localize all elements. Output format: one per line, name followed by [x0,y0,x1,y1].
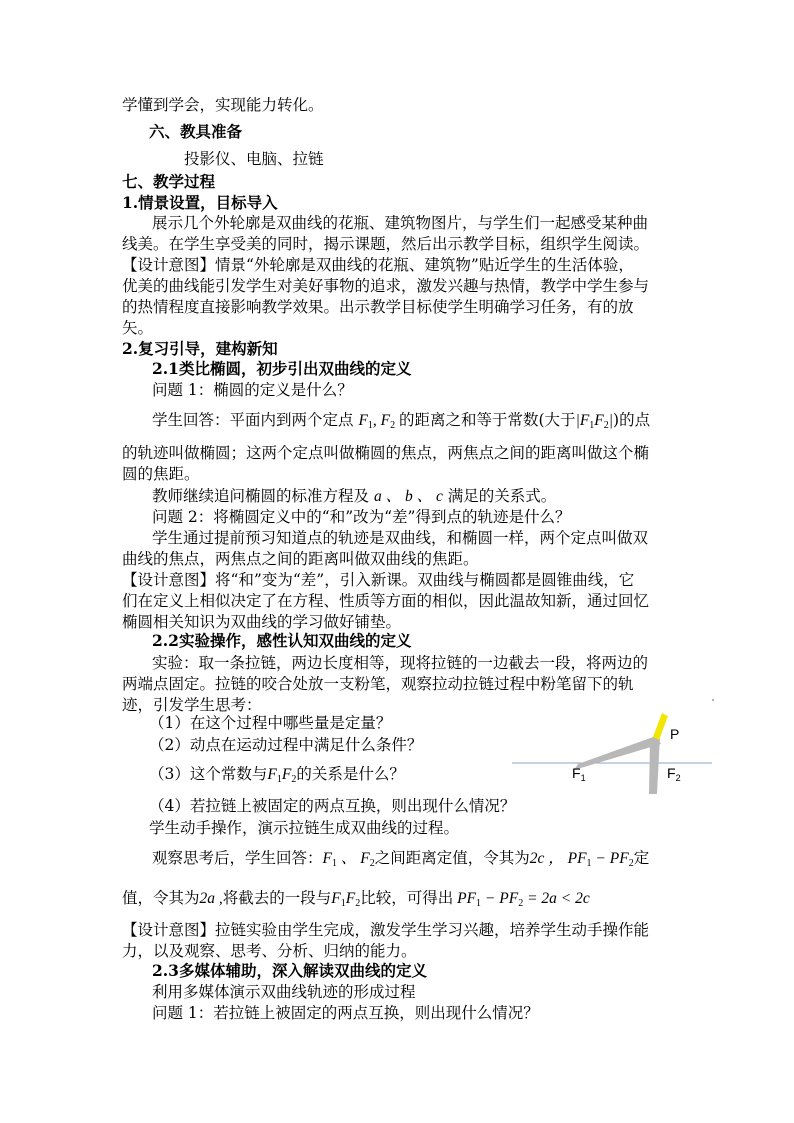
paragraph-line: 优美的曲线能引发学生对美好事物的追求，激发兴趣与热情，教学中学生参与 [122,277,650,295]
focus-f2-label: $F_2$ [667,765,681,783]
paragraph-line: 学生通过提前预习知道点的轨迹是双曲线，和椭圆一样，两个定点叫做双 [152,529,649,547]
paragraph-line: 两端点固定。拉链的咬合处放一支粉笔，观察拉动拉链过程中粉笔留下的轨 [122,675,634,693]
paragraph-line: 迹，引发学生思考： [122,696,262,714]
paragraph-line: 问题 2：将椭圆定义中的“和”改为“差”得到点的轨迹是什么？ [152,508,571,526]
text-span: 之间距离定值，令其为 [374,849,530,867]
list-item [149,764,405,790]
formula: 2a , [199,890,223,907]
point-p-label: P [670,726,680,742]
text-span: 定 [633,849,650,867]
paragraph-line [122,888,590,914]
paragraph-line: 【设计意图】拉链实验由学生完成，激发学生学习兴趣，培养学生动手操作能 [122,921,650,939]
subsection-heading: 2.2实验操作，感性认知双曲线的定义 [152,631,412,650]
chalk [653,713,668,740]
formula: a 、 b 、 c [373,488,443,505]
text-span: 教师继续追问椭圆的标准方程及 [152,487,374,505]
zipper-diagram [500,680,720,805]
paragraph-line [152,486,556,507]
text-span: （3）这个常数与 [149,765,268,783]
paragraph-line: 投影仪、电脑、拉链 [184,150,324,168]
paragraph-line: 实验：取一条拉链，两边长度相等，现将拉链的一边截去一段，将两边的 [152,654,649,672]
text-span: 的距离之和等于常数(大于 [399,411,576,429]
formula: $|F_1F_2|$ [575,412,614,431]
subsection-heading: 2.复习引导，建构新知 [122,339,278,358]
paragraph-line: 的轨迹叫做椭圆；这两个定点叫做椭圆的焦点，两焦点之间的距离叫做这个椭 [122,444,650,462]
paragraph-line: 线美。在学生享受美的同时，揭示课题，然后出示教学目标，组织学生阅读。 [122,235,650,253]
paragraph-line: 【设计意图】将“和”变为“差”，引入新课。双曲线与椭圆都是圆锥曲线，它 [122,571,635,589]
text-span: 学生回答：平面内到两个定点 [152,411,359,429]
paragraph-line: 椭圆相关知识为双曲线的学习做好铺垫。 [122,613,402,631]
formula: $F_1F_2$ [331,890,361,909]
paragraph-line: 【设计意图】情景“外轮廓是双曲线的花瓶、建筑物”贴近学生的生活体验， [122,256,634,274]
text-span: 将截去的一段与 [222,889,332,907]
subsection-heading: 2.3多媒体辅助，深入解读双曲线的定义 [152,961,427,980]
paragraph-line [152,848,649,874]
formula: $F_1$ 、 $F_2$ [322,850,375,869]
list-item: （2）动点在运动过程中满足什么条件？ [149,736,423,754]
paragraph-line: 圆的焦距。 [122,465,200,483]
formula: $PF_1 - PF_2 = 2a < 2c$ [453,890,590,909]
formula: $F_1F_2$ [267,766,297,785]
paragraph-line: 展示几个外轮廓是双曲线的花瓶、建筑物图片，与学生们一起感受某种曲 [152,214,649,232]
focus-f1-label: $F_1$ [572,765,586,783]
paragraph-line [152,410,650,436]
zipper-right-strip [649,736,660,794]
formula: 2c ， $PF_1 - PF_2$ [529,850,634,869]
paragraph-line: 学懂到学会，实现能力转化。 [122,96,324,114]
section-heading: 六、教具准备 [149,122,243,141]
paragraph-line: 问题 1：椭圆的定义是什么？ [152,381,353,399]
paragraph-line: 的热情程度直接影响教学效果。出示教学目标使学生明确学习任务，有的放 [122,298,634,316]
stray-mark [712,699,714,701]
section-heading: 七、教学过程 [122,172,216,191]
text-span: 观察思考后，学生回答： [152,849,323,867]
subsection-heading: 2.1类比椭圆，初步引出双曲线的定义 [152,359,412,378]
subsection-heading: 1.情景设置，目标导入 [122,193,278,212]
text-span: )的点 [613,411,651,429]
text-span: 的关系是什么？ [296,765,405,783]
paragraph-line: 问题 1：若拉链上被固定的两点互换，则出现什么情况？ [152,1004,539,1022]
paragraph-line: 矢。 [122,319,154,337]
text-span: 值，令其为 [122,889,200,907]
paragraph-line: 曲线的焦点，两焦点之间的距离叫做双曲线的焦距。 [122,550,479,568]
zipper-left-strip [574,736,661,770]
paragraph-line: 力，以及观察、思考、分析、归纳的能力。 [122,942,417,960]
list-item: （1）在这个过程中哪些量是定量？ [149,714,392,732]
list-item: （4）若拉链上被固定的两点互换，则出现什么情况？ [149,797,516,815]
paragraph-line: 们在定义上相似决定了在方程、性质等方面的相似，因此温故知新，通过回忆 [122,592,650,610]
text-span: 满足的关系式。 [442,487,557,505]
paragraph-line: 利用多媒体演示双曲线轨迹的形成过程 [152,983,416,1001]
text-span: 比较，可得出 [360,889,454,907]
paragraph-line: 学生动手操作，演示拉链生成双曲线的过程。 [149,819,460,837]
formula: $F_1$, $F_2$ [358,412,396,431]
